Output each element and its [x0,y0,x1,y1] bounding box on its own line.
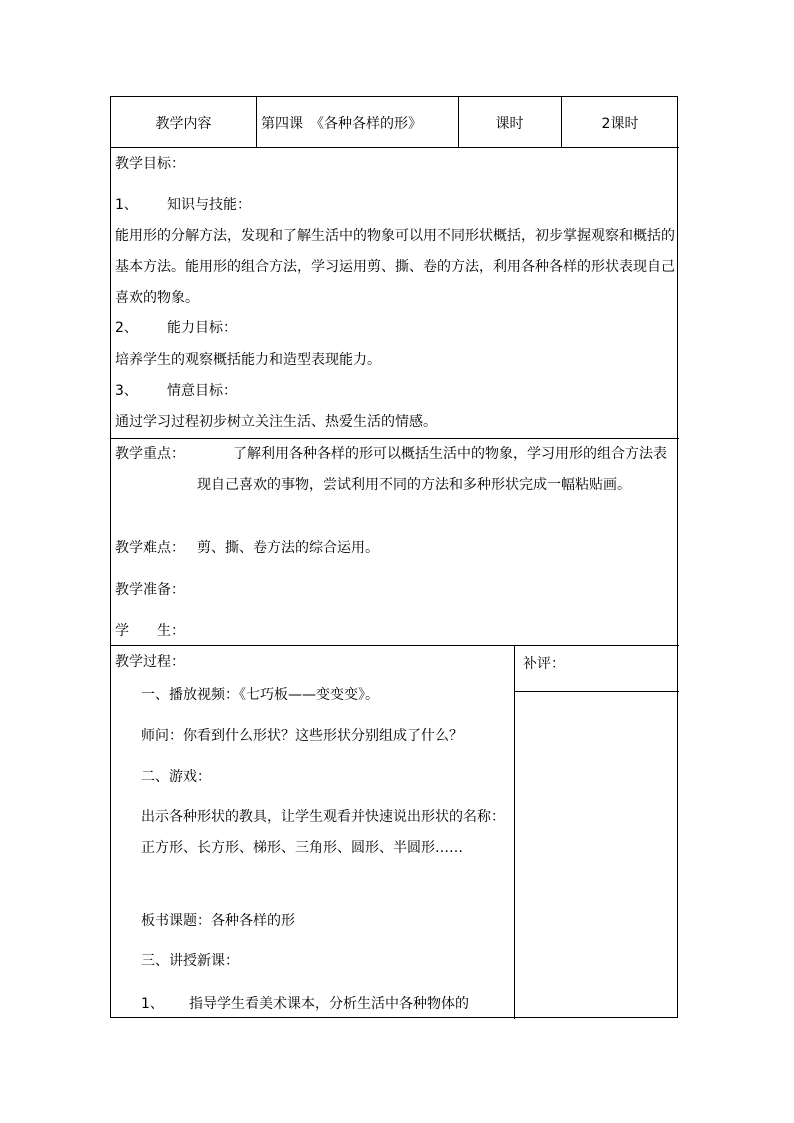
lesson-plan-table [110,96,678,1018]
sub-step-1-number: 1、 [141,996,164,1012]
game-text: 出示各种形状的教具，让学生观看并快速说出形状的名称：正方形、长方形、梯形、三角形、圆形、半圆形…… [141,809,505,856]
teacher-question: 师问：你看到什么形状？这些形状分别组成了什么？ [141,728,463,744]
board-title: 板书课题：各种各样的形 [141,913,295,929]
process-step-1: 一、播放视频：《七巧板——变变变》。 [141,687,379,703]
sub-step-1-text: 指导学生看美术课本，分析生活中各种物体的 [189,996,469,1012]
comment-divider [514,691,679,692]
students-label: 学 生： [115,623,185,639]
objective-2-text: 培养学生的观察概括能力和造型表现能力。 [115,352,381,368]
content-label: 教学内容 [155,116,212,132]
difficulty-text: 剪、撕、卷方法的综合运用。 [197,540,379,556]
hours-value: 2课时 [601,116,639,132]
focus-label: 教学重点： [115,446,185,462]
column-divider [514,645,515,1019]
objective-1-title: 知识与技能： [167,197,251,213]
objective-1-text: 能用形的分解方法，发现和了解生活中的物象可以用不同形状概括，初步掌握观察和概括的基本方法。能用形的组合方法，学习运用剪、撕、卷的方法，利用各种各样的形状表现自己喜欢的物象。 [115,228,675,306]
process-step-3: 三、讲授新课： [141,953,239,969]
objective-3-number: 3、 [115,383,138,399]
difficulty-label: 教学难点： [115,540,185,556]
objective-3-title: 情意目标： [167,383,237,399]
comment-label: 补评： [523,656,565,672]
row-divider [111,645,679,646]
row-divider [111,147,679,148]
lesson-title: 第四课 《各种各样的形》 [261,116,422,132]
objective-2-title: 能力目标： [167,320,237,336]
objectives-title: 教学目标： [115,156,185,172]
divider [256,97,257,147]
preparation-label: 教学准备： [115,582,185,598]
objective-1-number: 1、 [115,197,138,213]
process-title: 教学过程： [115,654,185,670]
objective-2-number: 2、 [115,320,138,336]
hours-label: 课时 [495,116,524,132]
process-step-2: 二、游戏： [141,769,211,785]
focus-text: 了解利用各种各样的形可以概括生活中的物象，学习用形的组合方法表现自己喜欢的事物，尝试利用不同的方法和多种形状完成一幅粘贴画。 [197,446,667,493]
objective-3-text: 通过学习过程初步树立关注生活、热爱生活的情感。 [115,414,437,430]
